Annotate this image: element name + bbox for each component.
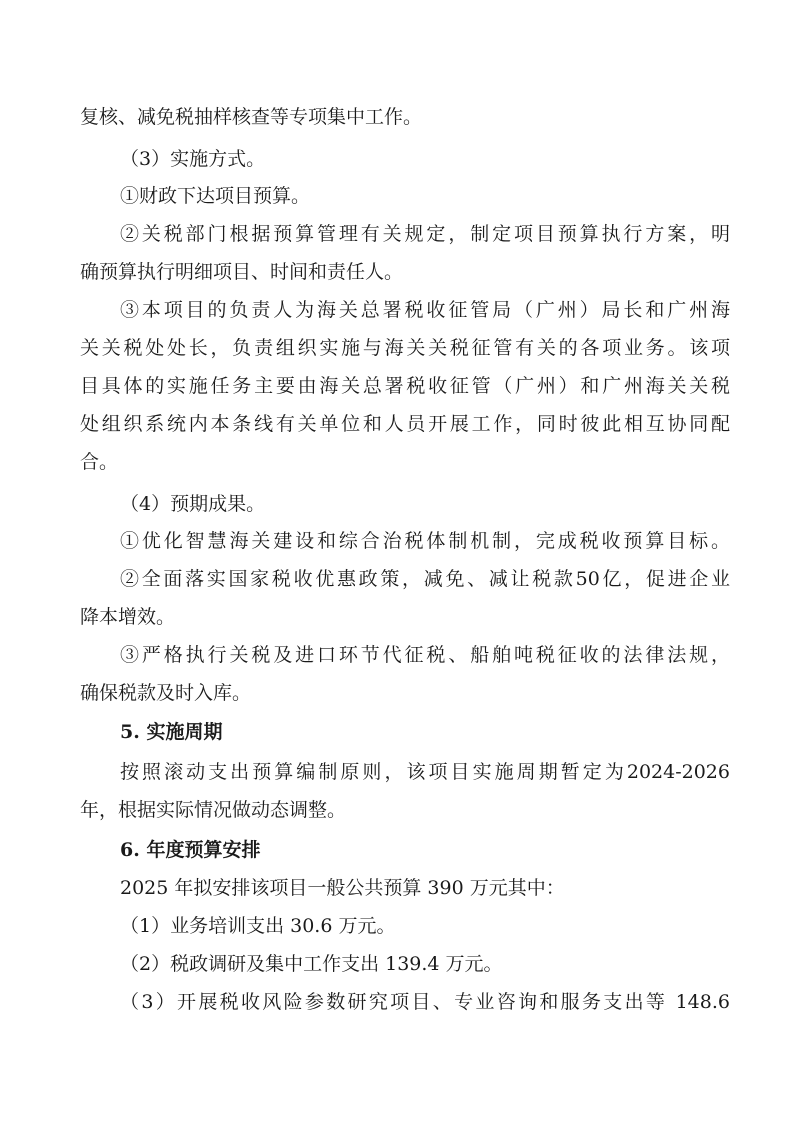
paragraph-line: 确保税款及时入库。 (80, 682, 252, 704)
paragraph-line: 处组织系统内本条线有关单位和人员开展工作，同时彼此相互协同配 (80, 413, 730, 435)
paragraph-line: 降本增效。 (80, 606, 176, 628)
list-item: （1）业务培训支出 30.6 万元。 (120, 915, 396, 937)
list-item: ①财政下达项目预算。 (120, 185, 311, 207)
paragraph-line: 按照滚动支出预算编制原则，该项目实施周期暂定为2024-2026 (120, 761, 730, 783)
paragraph-line: 关关税处处长，负责组织实施与海关关税征管有关的各项业务。该项 (80, 337, 730, 359)
list-item: （2）税政调研及集中工作支出 139.4 万元。 (120, 953, 503, 975)
list-item: ③本项目的负责人为海关总署税收征管局（广州）局长和广州海 (120, 299, 730, 321)
list-item: ②全面落实国家税收优惠政策，减免、减让税款50亿，促进企业 (120, 568, 730, 590)
paragraph-line: 年，根据实际情况做动态调整。 (80, 799, 347, 821)
paragraph-line: 目具体的实施任务主要由海关总署税收征管（广州）和广州海关关税 (80, 375, 730, 397)
list-item: （3）开展税收风险参数研究项目、专业咨询和服务支出等 148.6 (120, 991, 730, 1013)
section-heading: 5. 实施周期 (120, 721, 223, 743)
list-item: ①优化智慧海关建设和综合治税体制机制，完成税收预算目标。 (120, 530, 730, 552)
subsection-label: （4）预期成果。 (120, 493, 266, 515)
paragraph-line: 复核、减免税抽样核查等专项集中工作。 (80, 106, 423, 128)
subsection-label: （3）实施方式。 (120, 148, 266, 170)
list-item: ③严格执行关税及进口环节代征税、船舶吨税征收的法律法规， (120, 644, 730, 666)
section-heading: 6. 年度预算安排 (120, 839, 261, 861)
list-item: ②关税部门根据预算管理有关规定，制定项目预算执行方案，明 (120, 223, 730, 245)
paragraph-line: 合。 (80, 451, 119, 473)
paragraph-line: 确预算执行明细项目、时间和责任人。 (80, 261, 404, 283)
paragraph-line: 2025 年拟安排该项目一般公共预算 390 万元其中： (120, 877, 565, 899)
